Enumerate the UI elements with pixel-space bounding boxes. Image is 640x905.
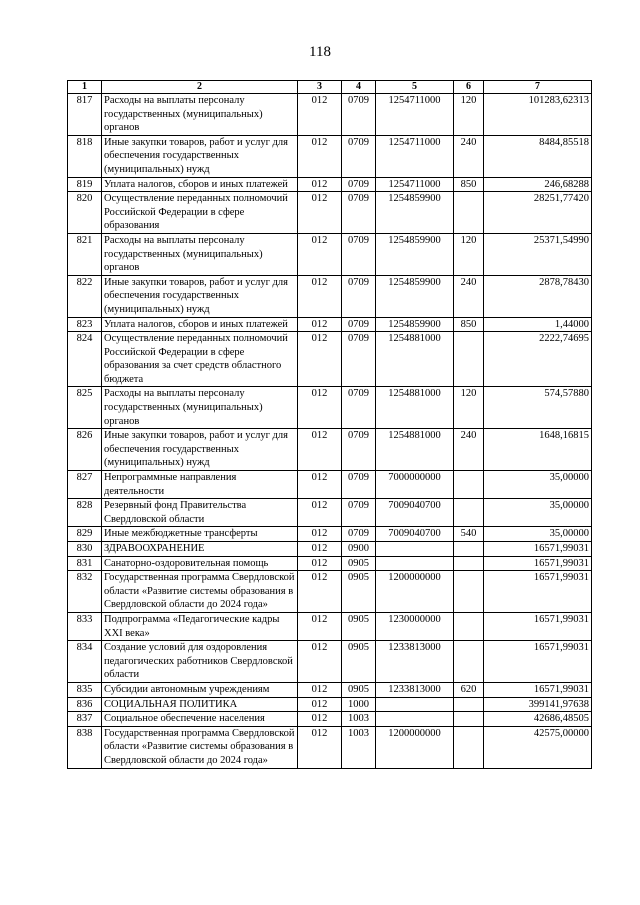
ministry-code-cell: 012: [298, 726, 342, 768]
table-row: [68, 94, 592, 136]
row-number-cell: 835: [68, 682, 102, 697]
target-article-code-cell: 1200000000: [376, 726, 454, 768]
page-number: 118: [309, 44, 331, 60]
ministry-code-cell: 012: [298, 387, 342, 429]
item-name-cell: СОЦИАЛЬНАЯ ПОЛИТИКА: [102, 697, 298, 712]
target-article-code-cell: 1254859900: [376, 275, 454, 317]
item-name-cell: Государственная программа Свердловской области «Развитие системы образования в Свердловской области до 2024 года»: [102, 726, 298, 768]
section-code-cell: 0905: [342, 682, 376, 697]
row-number-cell: 827: [68, 471, 102, 499]
section-code-cell: 0709: [342, 94, 376, 136]
amount-cell: 2222,74695: [484, 332, 592, 387]
target-article-code-cell: 1233813000: [376, 641, 454, 683]
expense-type-code-cell: 240: [454, 429, 484, 471]
section-code-cell: 0709: [342, 233, 376, 275]
amount-cell: 42686,48505: [484, 712, 592, 727]
amount-cell: 42575,00000: [484, 726, 592, 768]
ministry-code-cell: 012: [298, 697, 342, 712]
section-code-cell: 0709: [342, 387, 376, 429]
target-article-code-cell: [376, 542, 454, 557]
item-name-cell: Иные межбюджетные трансферты: [102, 527, 298, 542]
expense-type-code-cell: [454, 332, 484, 387]
amount-cell: 1648,16815: [484, 429, 592, 471]
amount-cell: 16571,99031: [484, 641, 592, 683]
section-code-cell: 0905: [342, 571, 376, 613]
amount-cell: 574,57880: [484, 387, 592, 429]
expense-type-code-cell: 120: [454, 387, 484, 429]
item-name-cell: Иные закупки товаров, работ и услуг для обеспечения государственных (муниципальных) нужд: [102, 429, 298, 471]
row-number-cell: 821: [68, 233, 102, 275]
expense-type-code-cell: 240: [454, 135, 484, 177]
ministry-code-cell: 012: [298, 542, 342, 557]
section-code-cell: 1003: [342, 726, 376, 768]
section-code-cell: 1003: [342, 712, 376, 727]
expense-type-code-cell: 120: [454, 233, 484, 275]
section-code-cell: 0709: [342, 527, 376, 542]
item-name-cell: Уплата налогов, сборов и иных платежей: [102, 177, 298, 192]
row-number-cell: 831: [68, 556, 102, 571]
ministry-code-cell: 012: [298, 641, 342, 683]
row-number-cell: 828: [68, 499, 102, 527]
section-code-cell: 0709: [342, 192, 376, 234]
ministry-code-cell: 012: [298, 233, 342, 275]
section-code-cell: 0709: [342, 177, 376, 192]
ministry-code-cell: 012: [298, 429, 342, 471]
item-name-cell: Осуществление переданных полномочий Российской Федерации в сфере образования за счет средств областного бюджета: [102, 332, 298, 387]
row-number-cell: 833: [68, 612, 102, 640]
target-article-code-cell: 1200000000: [376, 571, 454, 613]
row-number-cell: 832: [68, 571, 102, 613]
row-number-cell: 818: [68, 135, 102, 177]
target-article-code-cell: 1254711000: [376, 135, 454, 177]
row-number-cell: 834: [68, 641, 102, 683]
item-name-cell: Резервный фонд Правительства Свердловской области: [102, 499, 298, 527]
section-code-cell: 0900: [342, 542, 376, 557]
table-row: [68, 275, 592, 317]
expense-type-code-cell: 240: [454, 275, 484, 317]
target-article-code-cell: 1254859900: [376, 233, 454, 275]
target-article-code-cell: 1254711000: [376, 177, 454, 192]
expense-type-code-cell: 850: [454, 317, 484, 332]
table-row: [68, 387, 592, 429]
target-article-code-cell: 1254859900: [376, 192, 454, 234]
amount-cell: 8484,85518: [484, 135, 592, 177]
amount-cell: 399141,97638: [484, 697, 592, 712]
target-article-code-cell: [376, 712, 454, 727]
item-name-cell: Осуществление переданных полномочий Российской Федерации в сфере образования: [102, 192, 298, 234]
item-name-cell: Расходы на выплаты персоналу государственных (муниципальных) органов: [102, 233, 298, 275]
item-name-cell: Непрограммные направления деятельности: [102, 471, 298, 499]
section-code-cell: 0709: [342, 429, 376, 471]
amount-cell: 16571,99031: [484, 542, 592, 557]
section-code-cell: 0905: [342, 641, 376, 683]
ministry-code-cell: 012: [298, 471, 342, 499]
ministry-code-cell: 012: [298, 499, 342, 527]
item-name-cell: Государственная программа Свердловской области «Развитие системы образования в Свердловской области до 2024 года»: [102, 571, 298, 613]
row-number-cell: 820: [68, 192, 102, 234]
row-number-cell: 838: [68, 726, 102, 768]
item-name-cell: Субсидии автономным учреждениям: [102, 682, 298, 697]
row-number-cell: 825: [68, 387, 102, 429]
table-row: [68, 429, 592, 471]
expense-type-code-cell: [454, 726, 484, 768]
col-header-6: 6: [454, 81, 484, 94]
col-header-3: 3: [298, 81, 342, 94]
ministry-code-cell: 012: [298, 275, 342, 317]
target-article-code-cell: 1254881000: [376, 332, 454, 387]
expense-type-code-cell: [454, 192, 484, 234]
section-code-cell: 0709: [342, 471, 376, 499]
section-code-cell: 1000: [342, 697, 376, 712]
item-name-cell: Подпрограмма «Педагогические кадры XXI века»: [102, 612, 298, 640]
table-row: [68, 556, 592, 571]
target-article-code-cell: 7000000000: [376, 471, 454, 499]
amount-cell: 28251,77420: [484, 192, 592, 234]
table-row: [68, 233, 592, 275]
col-header-2: 2: [102, 81, 298, 94]
amount-cell: 35,00000: [484, 499, 592, 527]
section-code-cell: 0709: [342, 275, 376, 317]
col-header-4: 4: [342, 81, 376, 94]
item-name-cell: Иные закупки товаров, работ и услуг для обеспечения государственных (муниципальных) нужд: [102, 275, 298, 317]
target-article-code-cell: 7009040700: [376, 499, 454, 527]
table-row: [68, 135, 592, 177]
table-row: [68, 499, 592, 527]
amount-cell: 16571,99031: [484, 612, 592, 640]
table-row: [68, 471, 592, 499]
ministry-code-cell: 012: [298, 192, 342, 234]
section-code-cell: 0709: [342, 499, 376, 527]
header-row: [68, 81, 592, 94]
ministry-code-cell: 012: [298, 612, 342, 640]
table-row: [68, 542, 592, 557]
expense-type-code-cell: 850: [454, 177, 484, 192]
item-name-cell: Расходы на выплаты персоналу государственных (муниципальных) органов: [102, 387, 298, 429]
expense-type-code-cell: 120: [454, 94, 484, 136]
amount-cell: 2878,78430: [484, 275, 592, 317]
table-row: [68, 712, 592, 727]
expense-type-code-cell: 540: [454, 527, 484, 542]
table-row: [68, 682, 592, 697]
expense-type-code-cell: [454, 471, 484, 499]
target-article-code-cell: 1254881000: [376, 429, 454, 471]
section-code-cell: 0709: [342, 332, 376, 387]
table-row: [68, 192, 592, 234]
target-article-code-cell: 1254711000: [376, 94, 454, 136]
expense-type-code-cell: [454, 712, 484, 727]
target-article-code-cell: 1254881000: [376, 387, 454, 429]
amount-cell: 16571,99031: [484, 682, 592, 697]
budget-table: [67, 80, 592, 769]
item-name-cell: Социальное обеспечение населения: [102, 712, 298, 727]
expense-type-code-cell: [454, 571, 484, 613]
target-article-code-cell: [376, 697, 454, 712]
expense-type-code-cell: [454, 697, 484, 712]
expense-type-code-cell: [454, 612, 484, 640]
amount-cell: 25371,54990: [484, 233, 592, 275]
section-code-cell: 0709: [342, 135, 376, 177]
table-row: [68, 726, 592, 768]
row-number-cell: 817: [68, 94, 102, 136]
ministry-code-cell: 012: [298, 332, 342, 387]
row-number-cell: 829: [68, 527, 102, 542]
row-number-cell: 822: [68, 275, 102, 317]
row-number-cell: 819: [68, 177, 102, 192]
table-row: [68, 332, 592, 387]
table-row: [68, 527, 592, 542]
item-name-cell: Иные закупки товаров, работ и услуг для обеспечения государственных (муниципальных) нужд: [102, 135, 298, 177]
expense-type-code-cell: [454, 542, 484, 557]
amount-cell: 246,68288: [484, 177, 592, 192]
target-article-code-cell: 1230000000: [376, 612, 454, 640]
table-row: [68, 177, 592, 192]
expense-type-code-cell: 620: [454, 682, 484, 697]
amount-cell: 101283,62313: [484, 94, 592, 136]
ministry-code-cell: 012: [298, 135, 342, 177]
ministry-code-cell: 012: [298, 556, 342, 571]
item-name-cell: Санаторно-оздоровительная помощь: [102, 556, 298, 571]
target-article-code-cell: [376, 556, 454, 571]
amount-cell: 16571,99031: [484, 556, 592, 571]
section-code-cell: 0709: [342, 317, 376, 332]
ministry-code-cell: 012: [298, 177, 342, 192]
table-row: [68, 571, 592, 613]
ministry-code-cell: 012: [298, 712, 342, 727]
row-number-cell: 836: [68, 697, 102, 712]
item-name-cell: Создание условий для оздоровления педагогических работников Свердловской области: [102, 641, 298, 683]
section-code-cell: 0905: [342, 556, 376, 571]
item-name-cell: Уплата налогов, сборов и иных платежей: [102, 317, 298, 332]
item-name-cell: ЗДРАВООХРАНЕНИЕ: [102, 542, 298, 557]
row-number-cell: 824: [68, 332, 102, 387]
amount-cell: 35,00000: [484, 471, 592, 499]
col-header-7: 7: [484, 81, 592, 94]
table-row: [68, 697, 592, 712]
target-article-code-cell: 1254859900: [376, 317, 454, 332]
row-number-cell: 826: [68, 429, 102, 471]
table-row: [68, 317, 592, 332]
ministry-code-cell: 012: [298, 571, 342, 613]
amount-cell: 1,44000: [484, 317, 592, 332]
expense-type-code-cell: [454, 499, 484, 527]
row-number-cell: 830: [68, 542, 102, 557]
col-header-1: 1: [68, 81, 102, 94]
amount-cell: 16571,99031: [484, 571, 592, 613]
expense-type-code-cell: [454, 556, 484, 571]
ministry-code-cell: 012: [298, 527, 342, 542]
col-header-5: 5: [376, 81, 454, 94]
table-row: [68, 612, 592, 640]
item-name-cell: Расходы на выплаты персоналу государственных (муниципальных) органов: [102, 94, 298, 136]
ministry-code-cell: 012: [298, 94, 342, 136]
row-number-cell: 837: [68, 712, 102, 727]
target-article-code-cell: 1233813000: [376, 682, 454, 697]
ministry-code-cell: 012: [298, 317, 342, 332]
amount-cell: 35,00000: [484, 527, 592, 542]
row-number-cell: 823: [68, 317, 102, 332]
ministry-code-cell: 012: [298, 682, 342, 697]
table-row: [68, 641, 592, 683]
target-article-code-cell: 7009040700: [376, 527, 454, 542]
expense-type-code-cell: [454, 641, 484, 683]
section-code-cell: 0905: [342, 612, 376, 640]
